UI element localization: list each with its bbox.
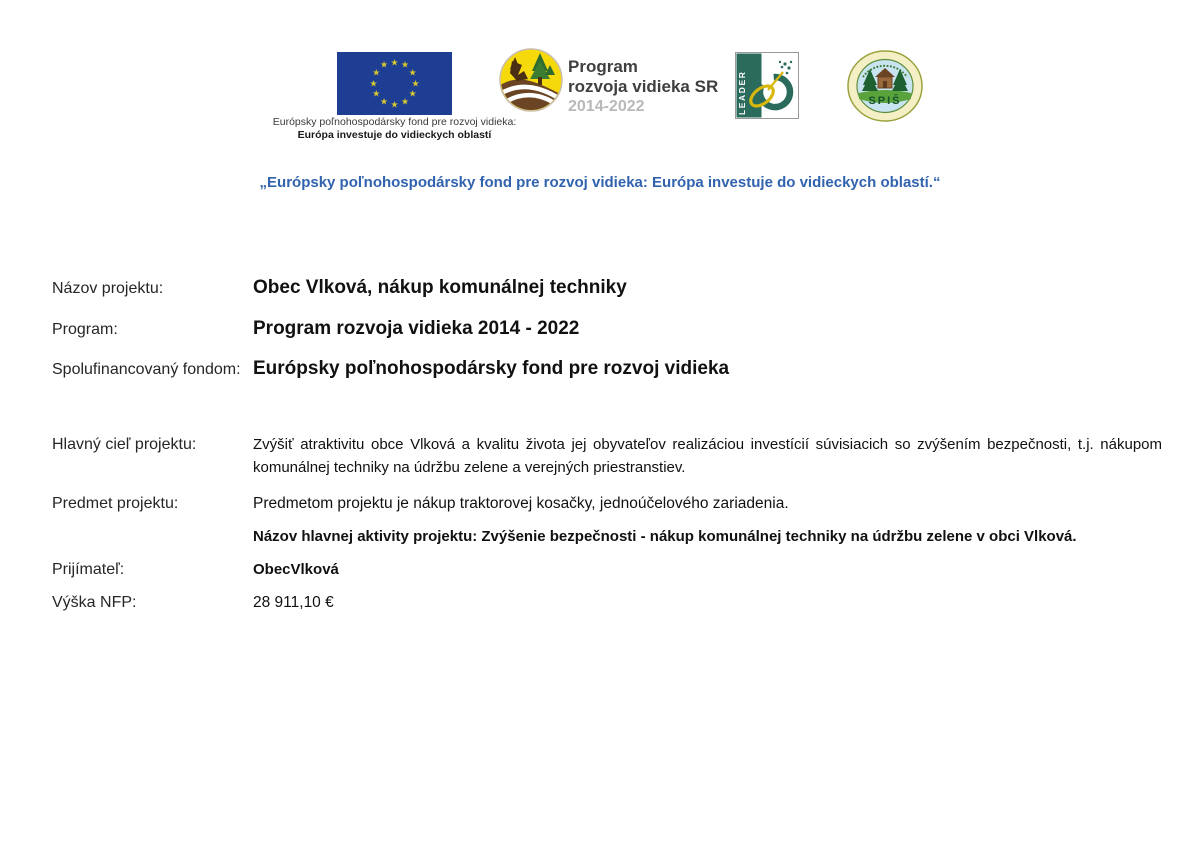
field-value: Program rozvoja vidieka 2014 - 2022 [253, 318, 580, 339]
eu-star-icon: ★ [400, 59, 410, 70]
eu-star-icon: ★ [372, 67, 381, 78]
subtitle: „Európsky poľnohospodársky fond pre rozvoj vidieka: Európa investuje do vidieckych oblastí.“ [259, 174, 941, 191]
leader-logo-label: LEADER [737, 70, 747, 115]
field-label: Program: [52, 321, 118, 338]
eu-star-icon: ★ [400, 96, 410, 107]
field-row-prijimatel [52, 561, 1162, 579]
eu-caption-line1: Európsky poľnohospodársky fond pre rozvoj vidieka: [272, 116, 517, 128]
field-row-spolufinancovany-fondom [52, 358, 1162, 380]
leader-logo-icon [735, 52, 799, 119]
field-row-program [52, 318, 1162, 340]
spis-logo-label: SPIŠ [868, 95, 902, 107]
prv-title-line2: rozvoja vidieka SR [568, 77, 719, 96]
field-value: Zvýšiť atraktivitu obce Vlková a kvalitu života jej obyvateľov realizáciou investícií súvisiacich so zvýšením bezpečnosti, t.j. nákupom komunálnej techniky na údržbu zelene a verejných priestranstiev. [253, 436, 1162, 476]
prv-years: 2014-2022 [568, 98, 645, 115]
field-label: Výška NFP: [52, 594, 137, 611]
field-label: Spolufinancovaný fondom: [52, 361, 241, 378]
field-row-hlavna-aktivita [52, 528, 1162, 545]
eu-star-icon: ★ [372, 88, 381, 99]
eu-flag-icon [337, 52, 452, 115]
eu-star-icon: ★ [411, 78, 420, 88]
field-value: Názov hlavnej aktivity projektu: Zvýšenie bezpečnosti - nákup komunálnej techniky na údržbu zelene v obci Vlková. [253, 528, 1077, 545]
eu-star-icon: ★ [369, 78, 378, 88]
field-row-nazov-projektu [52, 277, 1162, 299]
field-label: Názov projektu: [52, 280, 164, 297]
prv-logo-text [568, 57, 718, 116]
field-row-predmet-projektu [52, 495, 1162, 513]
spis-logo-icon [846, 49, 924, 123]
field-value: 28 911,10 € [253, 594, 334, 611]
eu-flag-caption [262, 116, 527, 141]
prv-title-line1: Program [568, 57, 638, 76]
field-row-hlavny-ciel [52, 433, 1162, 479]
field-value: Obec Vlková, nákup komunálnej techniky [253, 277, 627, 298]
eu-star-icon: ★ [408, 67, 417, 78]
eu-star-icon: ★ [390, 57, 399, 67]
field-row-vyska-nfp [52, 594, 1162, 612]
field-value: Európsky poľnohospodársky fond pre rozvoj vidieka [253, 358, 730, 379]
eu-star-icon: ★ [379, 59, 389, 70]
eu-star-icon: ★ [408, 88, 417, 99]
field-label: Hlavný cieľ projektu: [52, 436, 197, 453]
field-value: ObecVlková [253, 561, 339, 578]
field-value: Predmetom projektu je nákup traktorovej kosačky, jednoúčelového zariadenia. [253, 495, 789, 512]
prv-logo-icon [498, 47, 564, 113]
eu-caption-line2: Európa investuje do vidieckych oblastí [297, 129, 492, 141]
eu-star-icon: ★ [390, 99, 399, 109]
field-label: Prijímateľ: [52, 561, 125, 578]
eu-star-icon: ★ [379, 96, 389, 107]
field-label: Predmet projektu: [52, 495, 179, 512]
